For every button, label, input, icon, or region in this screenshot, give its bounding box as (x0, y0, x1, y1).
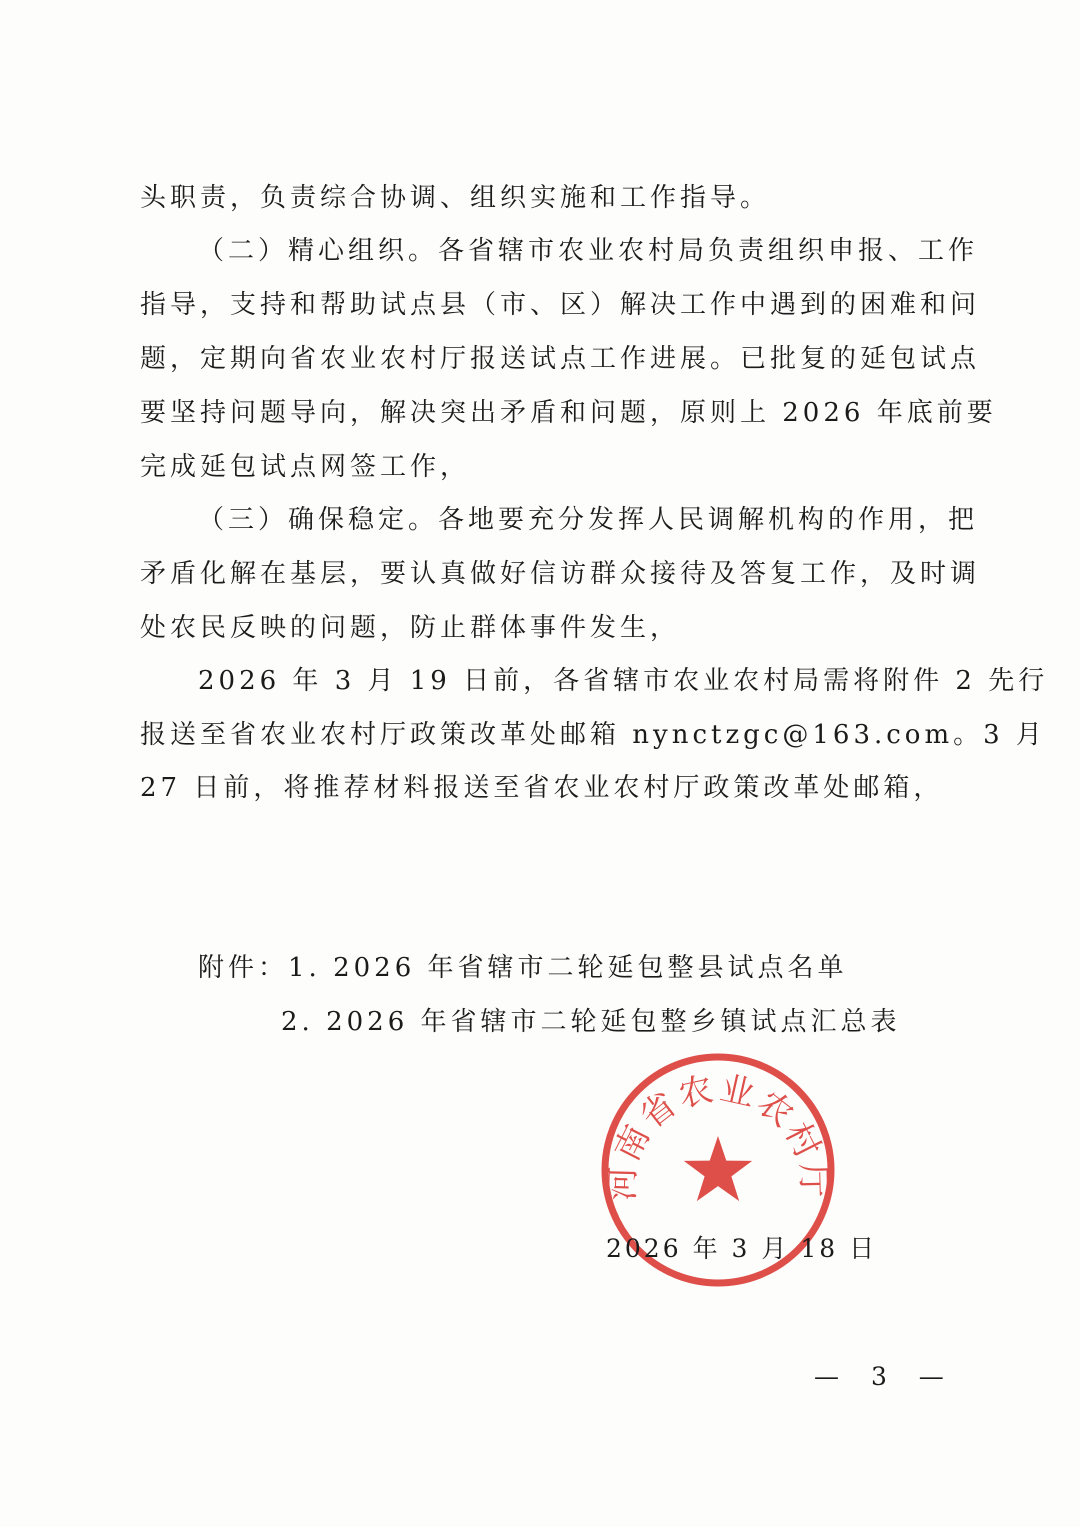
body-line-5: 要坚持问题导向，解决突出矛盾和问题，原则上 2026 年底前要 (140, 398, 997, 428)
seal-text: 河南省农业农村厅 (602, 1068, 834, 1202)
signature-date: 2026 年 3 月 18 日 (606, 1234, 878, 1263)
page-number: — 3 — (814, 1362, 956, 1391)
body-line-10: 2026 年 3 月 19 日前，各省辖市农业农村局需将附件 2 先行 (198, 666, 1049, 696)
body-line-3: 指导，支持和帮助试点县（市、区）解决工作中遇到的困难和问 (140, 290, 981, 320)
attachment-line-1: 附件：1. 2026 年省辖市二轮延包整县试点名单 (198, 953, 848, 983)
body-line-1: 头职责，负责综合协调、组织实施和工作指导。 (140, 183, 771, 213)
body-line-7: （三）确保稳定。各地要充分发挥人民调解机构的作用，把 (198, 505, 979, 535)
body-line-6: 完成延包试点网签工作， (140, 452, 471, 482)
body-line-4: 题，定期向省农业农村厅报送试点工作进展。已批复的延包试点 (140, 344, 981, 374)
attachment-line-2: 2. 2026 年省辖市二轮延包整乡镇试点汇总表 (281, 1007, 901, 1037)
seal-star-icon (684, 1136, 752, 1201)
body-line-8: 矛盾化解在基层，要认真做好信访群众接待及答复工作，及时调 (140, 559, 981, 589)
body-line-2: （二）精心组织。各省辖市农业农村局负责组织申报、工作 (198, 236, 979, 266)
body-line-12: 27 日前，将推荐材料报送至省农业农村厅政策改革处邮箱， (140, 773, 944, 803)
body-line-9: 处农民反映的问题，防止群体事件发生， (140, 613, 681, 643)
body-line-11: 报送至省农业农村厅政策改革处邮箱 nynctzgc@163.com。3 月 (140, 720, 1046, 750)
